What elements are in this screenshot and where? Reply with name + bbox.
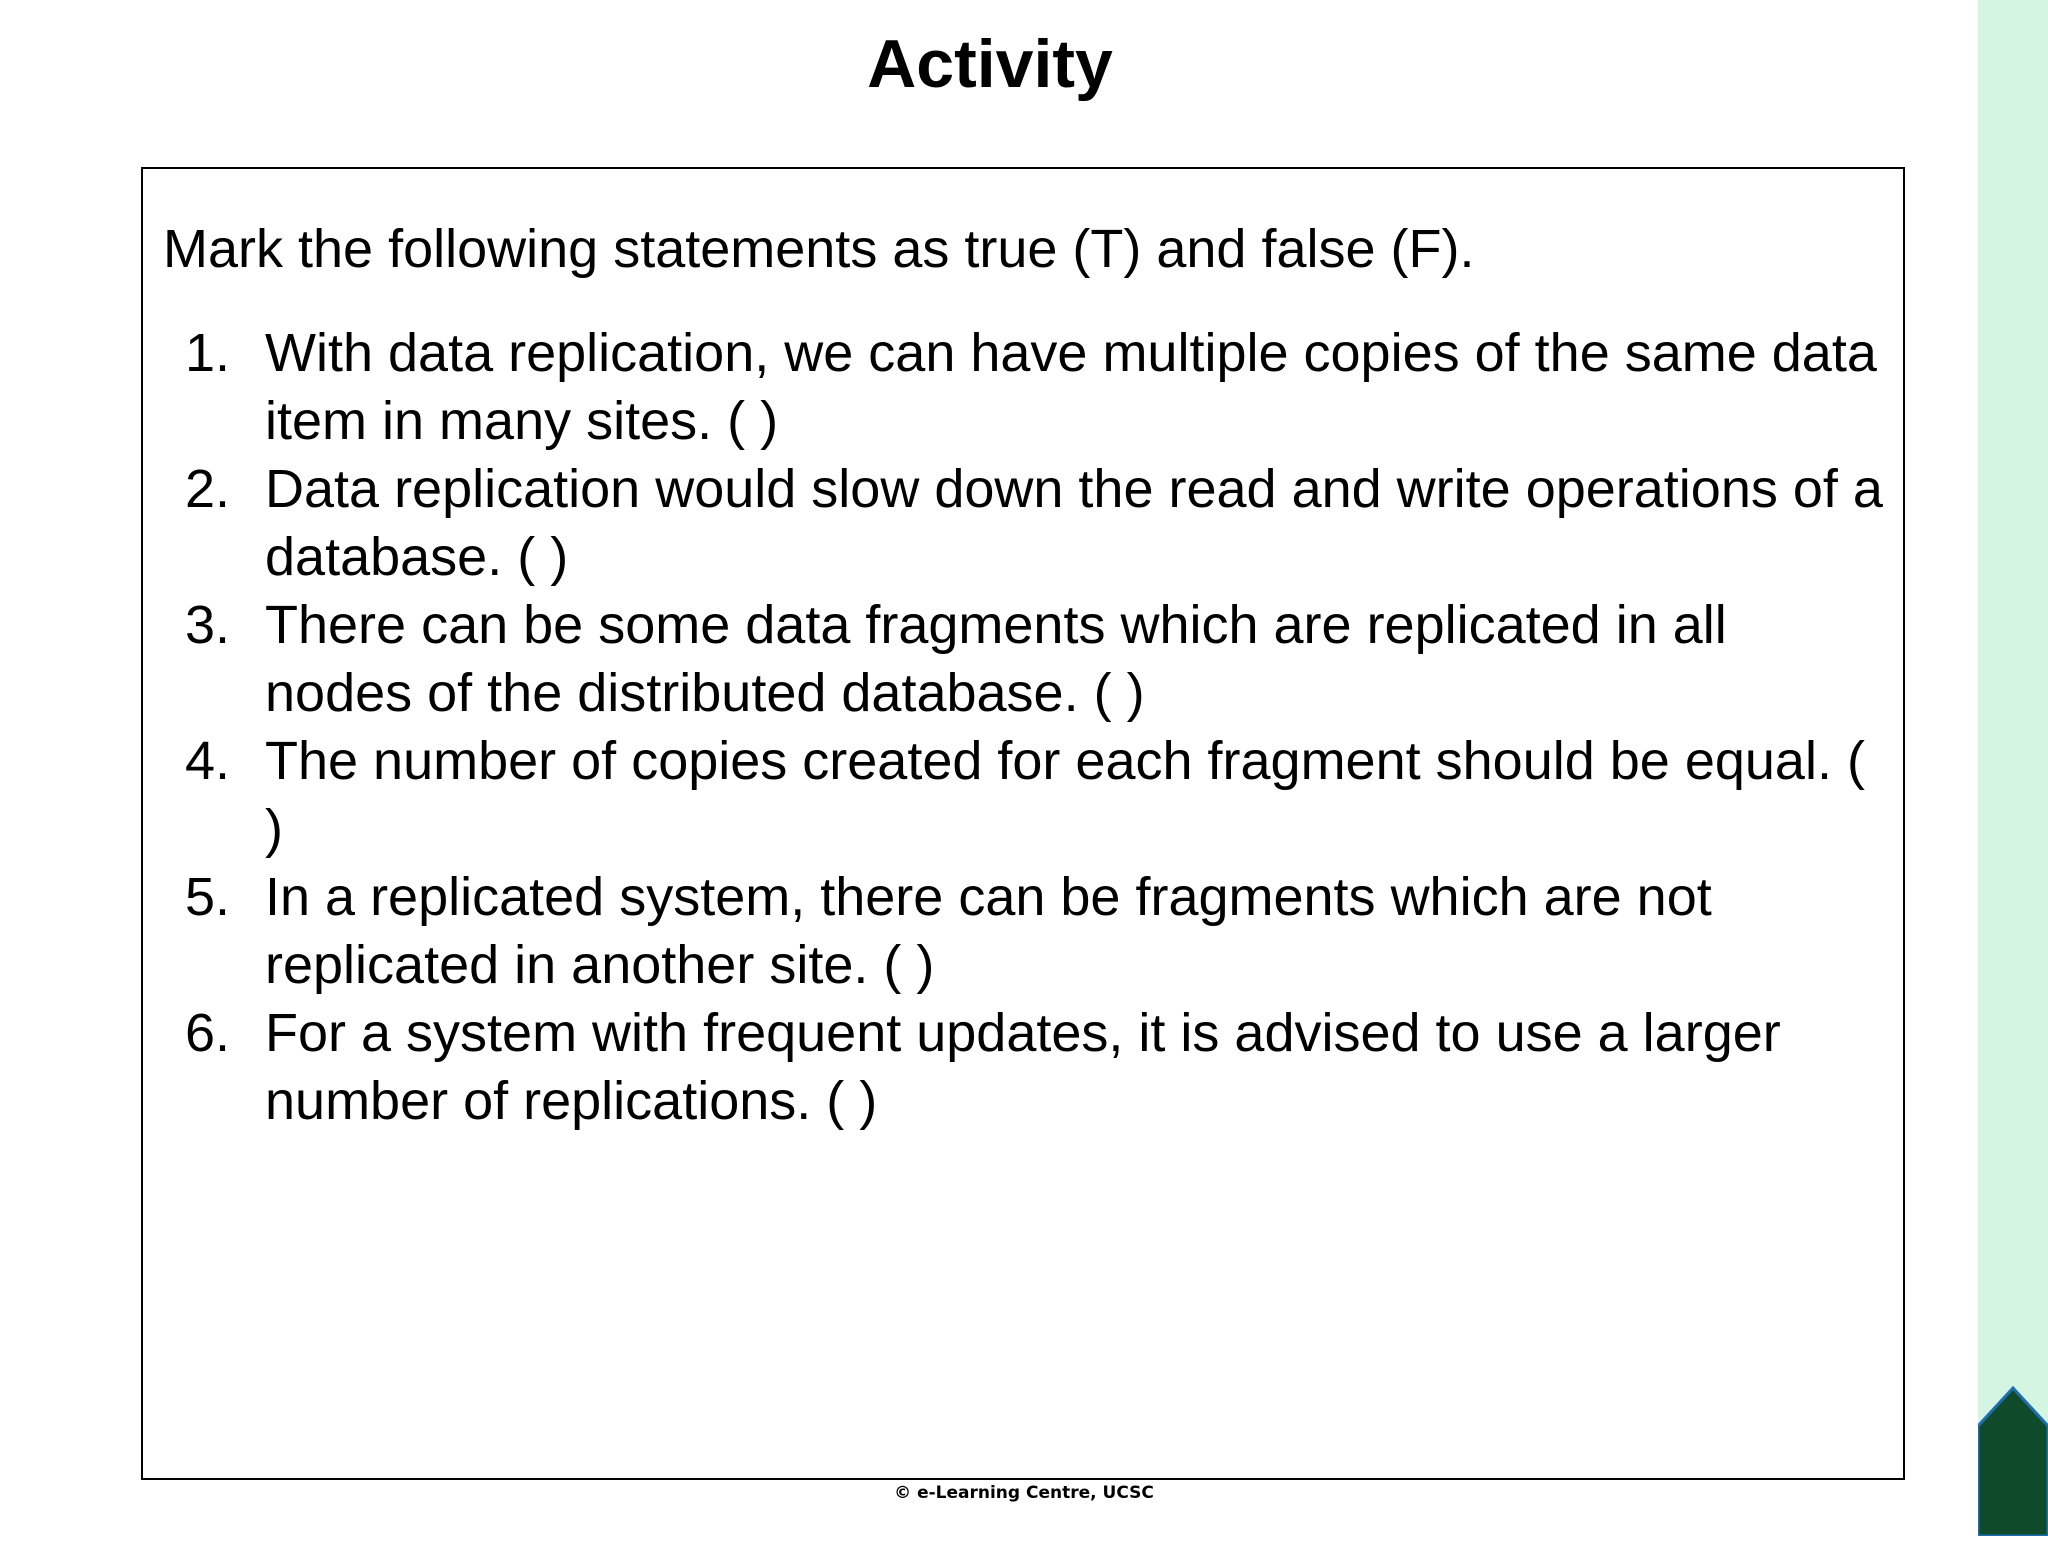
statement-text: With data replication, we can have multiple copies of the same data item in many sites. ( ) (265, 323, 1877, 451)
footer-credit: © e-Learning Centre, UCSC (894, 1483, 1154, 1503)
statement-text: There can be some data fragments which are replicated in all nodes of the distributed database. ( ) (265, 595, 1727, 723)
statement-number: 4. (185, 731, 231, 791)
up-arrow-shape (1978, 1386, 2048, 1536)
statement-number: 3. (185, 595, 231, 655)
statement-text: Data replication would slow down the read and write operations of a database. ( ) (265, 459, 1883, 587)
statement-number: 5. (185, 867, 231, 927)
statement-item (143, 727, 1883, 863)
statement-item (143, 319, 1883, 455)
statement-item (143, 455, 1883, 591)
statement-item (143, 863, 1883, 999)
side-decoration-band (1978, 0, 2048, 1536)
instruction-text: Mark the following statements as true (T) and false (F). (163, 219, 1475, 279)
statement-number: 2. (185, 459, 231, 519)
statement-number: 1. (185, 323, 231, 383)
statement-text: For a system with frequent updates, it is advised to use a larger number of replications. ( ) (265, 1003, 1781, 1131)
arrow-body (1978, 1388, 2048, 1536)
up-arrow-icon[interactable] (1978, 1386, 2048, 1536)
activity-box (141, 167, 1905, 1480)
statement-item (143, 999, 1883, 1135)
statement-text: In a replicated system, there can be fragments which are not replicated in another site. ( ) (265, 867, 1712, 995)
statement-item (143, 591, 1883, 727)
slide-title: Activity (867, 26, 1113, 102)
statement-list (143, 319, 1883, 1135)
statement-text: The number of copies created for each fragment should be equal. ( ) (265, 731, 1865, 859)
statement-number: 6. (185, 1003, 231, 1063)
